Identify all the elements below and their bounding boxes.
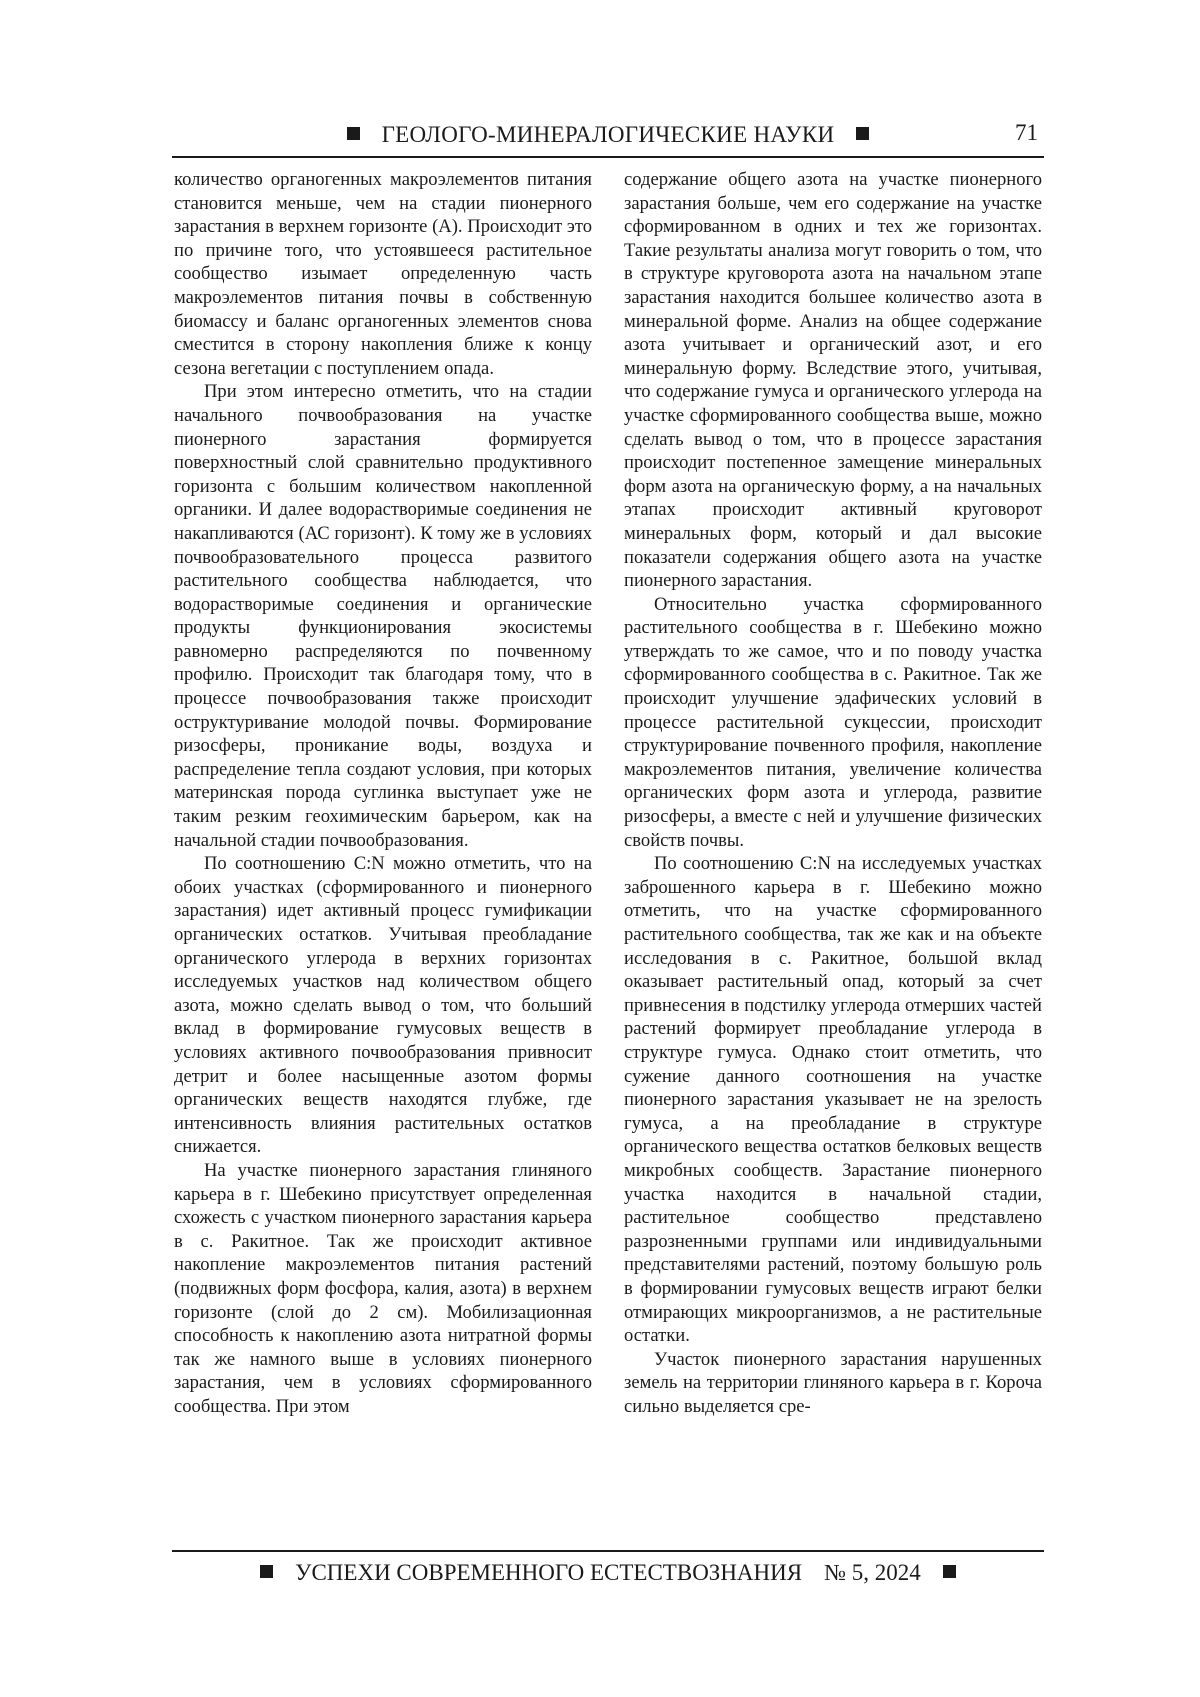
paragraph: При этом интересно отметить, что на стадии начального почвообразования на участке пионерного зарастания формируется поверхностный слой сравнительно продуктивного горизонта с большим количеством накопленной органики. И далее водорастворимые соединения не накапливаются (АС горизонт). К тому же в условиях почвообразовательного процесса развитого растительного сообщества наблюдается, что водорастворимые соединения и органические продукты функционирования экосистемы равномерно распределяются по почвенному профилю. Происходит так благодаря тому, что в процессе почвообразования также происходит оструктуривание молодой почвы. Формирование ризосферы, проникание воды, воздуха и распределение тепла создают условия, при которых материнская порода суглинка выступает уже не таким резким геохимическим барьером, как на начальной стадии почвообразования. (174, 381, 592, 851)
square-bullet-icon (347, 127, 360, 140)
left-column (174, 168, 592, 1418)
running-header (172, 112, 1044, 152)
right-column (624, 168, 1042, 1418)
header-rule (172, 156, 1044, 158)
section-header (172, 122, 1044, 148)
paragraph: содержание общего азота на участке пионерного зарастания больше, чем его содержание на участке сформированном в одних и тех же горизонтах. Такие результаты анализа могут говорить о том, что в структуре круговорота азота на начальном этапе зарастания находится большее количество азота в минеральной форме. Анализ на общее содержание азота учитывает и органический азот, и его минеральную форму. Вследствие этого, учитывая, что содержание гумуса и органического углерода на участке сформированного сообщества выше, можно сделать вывод о том, что в процессе зарастания происходит постепенное замещение минеральных форм азота на органическую форму, а на начальных этапах происходит активный круговорот минеральных форм, который и дал высокие показатели содержания общего азота на участке пионерного зарастания. (624, 169, 1042, 592)
issue-number: № 5, 2024 (824, 1560, 921, 1585)
square-bullet-icon (260, 1565, 273, 1578)
square-bullet-icon (943, 1565, 956, 1578)
paragraph: Относительно участка сформированного растительного сообщества в г. Шебекино можно утверждать то же самое, что и по поводу участка сформированного сообщества в с. Ракитное. Так же происходит улучшение эдафических условий в процессе растительной сукцессии, происходит структурирование почвенного профиля, накопление макроэлементов питания, увеличение количества органических форм азота и углерода, развитие ризосферы, а вместе с ней и улучшение физических свойств почвы. (624, 593, 1042, 851)
paragraph: количество органогенных макроэлементов питания становится меньше, чем на стадии пионерного зарастания в верхнем горизонте (А). Происходит это по причине того, что устоявшееся растительное сообщество изымает определенную часть макроэлементов питания почвы в собственную биомассу и баланс органогенных элементов снова сместится в сторону накопления ближе к концу сезона вегетации с поступлением опада. (174, 169, 592, 379)
running-footer (172, 1560, 1044, 1586)
paragraph: Участок пионерного зарастания нарушенных земель на территории глиняного карьера в г. Короча сильно выделяется сре- (624, 1348, 1042, 1417)
paragraph: По соотношению C:N на исследуемых участках заброшенного карьера в г. Шебекино можно отметить, что на участке сформированного растительного сообщества, так же как и на объекте исследования в с. Ракитное, большой вклад оказывает растительный опад, который за счет привнесения в подстилку углерода отмерших частей растений формирует преобладание углерода в структуре гумуса. Однако стоит отметить, что сужение данного соотношения на участке пионерного зарастания указывает не на зрелость гумуса, а на преобладание в структуре органического вещества остатков белковых веществ микробных сообществ. Зарастание пионерного участка находится в начальной стадии, растительное сообщество представлено разрозненными группами или индивидуальными представителями растений, поэтому большую роль в формировании гумусовых веществ играют белки отмирающих микроорганизмов, а не растительные остатки. (624, 853, 1042, 1347)
square-bullet-icon (856, 127, 869, 140)
page-number: 71 (1015, 120, 1038, 145)
section-title: ГЕОЛОГО-МИНЕРАЛОГИЧЕСКИЕ НАУКИ (381, 122, 835, 147)
paragraph: На участке пионерного зарастания глиняного карьера в г. Шебекино присутствует определенная схожесть с участком пионерного зарастания карьера в с. Ракитное. Так же происходит активное накопление макроэлементов питания растений (подвижных форм фосфора, калия, азота) в верхнем горизонте (слой до 2 см). Мобилизационная способность к накоплению азота нитратной формы так же намного выше в условиях пионерного зарастания, чем в условиях сформированного сообщества. При этом (174, 1159, 592, 1417)
paragraph: По соотношению C:N можно отметить, что на обоих участках (сформированного и пионерного зарастания) идет активный процесс гумификации органических остатков. Учитывая преобладание органического углерода в верхних горизонтах исследуемых участков над количеством общего азота, можно сделать вывод о том, что больший вклад в формирование гумусовых веществ в условиях активного почвообразования привносит детрит и более насыщенные азотом формы органических веществ находятся глубже, где интенсивность влияния растительных остатков снижается. (174, 853, 592, 1158)
journal-title: УСПЕХИ СОВРЕМЕННОГО ЕСТЕСТВОЗНАНИЯ (295, 1560, 803, 1585)
footer-rule (172, 1550, 1044, 1552)
